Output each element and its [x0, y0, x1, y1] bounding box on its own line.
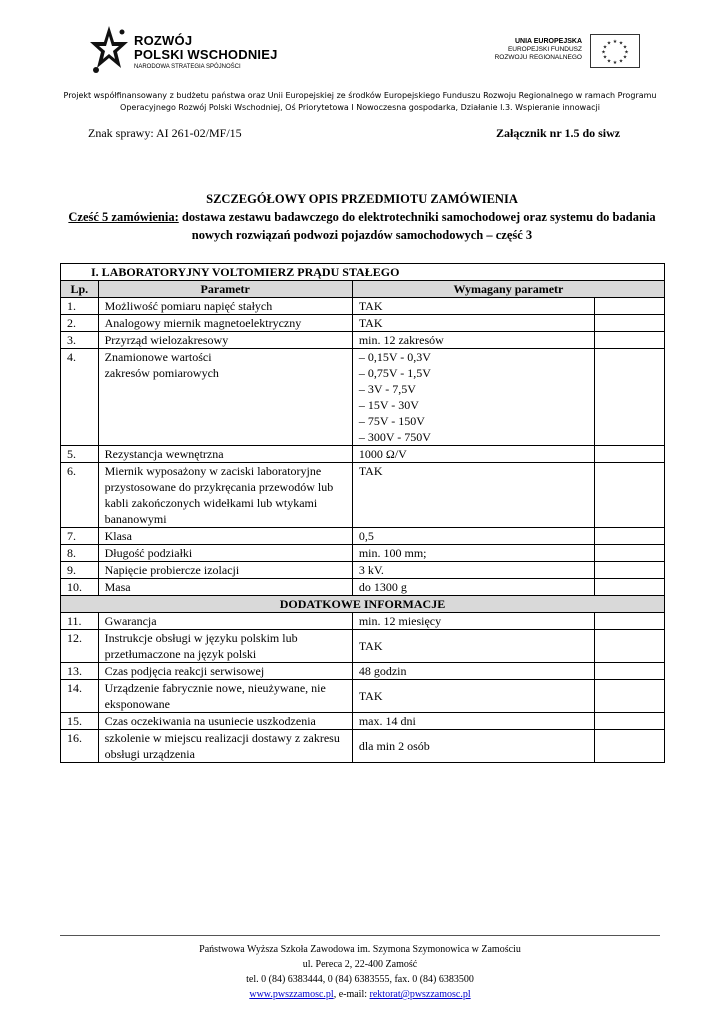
col-param-header: Parametr	[98, 281, 352, 298]
svg-text:★: ★	[612, 39, 618, 45]
row-value: 1000 Ω/V	[352, 446, 594, 463]
svg-text:★: ★	[606, 58, 612, 65]
row-value: TAK	[352, 298, 594, 315]
col-req-header: Wymagany parametr	[352, 281, 664, 298]
email-link[interactable]: rektorat@pwszzamosc.pl	[369, 989, 471, 1000]
row-lp: 10.	[61, 579, 99, 596]
eu-flag-icon	[590, 34, 640, 68]
section-title: I. LABORATORYJNY VOLTOMIERZ PRĄDU STAŁEGO	[61, 264, 665, 281]
svg-text:★: ★	[624, 49, 629, 56]
param-line: Znamionowe wartości	[104, 350, 212, 364]
row-empty-cell	[594, 315, 664, 332]
row-param: Możliwość pomiaru napięć stałych	[98, 298, 352, 315]
row-lp: 5.	[61, 446, 99, 463]
row-lp: 13.	[61, 663, 99, 680]
table-row	[61, 730, 665, 763]
case-number: Znak sprawy: AI 261-02/MF/15	[88, 126, 242, 140]
row-value: min. 100 mm;	[352, 545, 594, 562]
eu-logo-line-1: UNIA EUROPEJSKA	[514, 38, 582, 45]
row-value: 0,5	[352, 528, 594, 545]
row-lp: 8.	[61, 545, 99, 562]
footer-divider	[60, 935, 660, 936]
row-empty-cell	[594, 463, 664, 528]
col-lp-header: Lp.	[61, 281, 99, 298]
svg-text:★: ★	[622, 44, 628, 51]
section-row	[61, 264, 665, 281]
row-value: TAK	[352, 463, 594, 528]
table-row	[61, 680, 665, 713]
row-empty-cell	[594, 545, 664, 562]
header-row	[61, 281, 665, 298]
row-param: Rezystancja wewnętrzna	[98, 446, 352, 463]
extra-header-row	[61, 596, 665, 613]
svg-text:★: ★	[618, 58, 624, 65]
footer-phones: tel. 0 (84) 6383444, 0 (84) 6383555, fax. 0 (84) 6383500	[246, 974, 474, 985]
row-empty-cell	[594, 713, 664, 730]
range-item: – 75V - 150V	[358, 414, 425, 428]
table-row	[61, 315, 665, 332]
row-param: Miernik wyposażony w zaciski laboratoryjne przystosowane do przykręcania przewodów lub kabli zakończonych widełkami lub wtykami bananowymi	[98, 463, 352, 528]
row-value: dla min 2 osób	[352, 730, 594, 763]
table-row	[61, 579, 665, 596]
svg-text:★: ★	[602, 44, 608, 51]
footer	[60, 942, 660, 1002]
row-param: Gwarancja	[98, 613, 352, 630]
footer-contact	[60, 987, 660, 1002]
row-empty-cell	[594, 680, 664, 713]
eu-logo	[490, 34, 640, 70]
table-row	[61, 663, 665, 680]
row-param	[98, 349, 352, 446]
table-row	[61, 332, 665, 349]
row-empty-cell	[594, 332, 664, 349]
table-row	[61, 446, 665, 463]
logo-subtitle: NARODOWA STRATEGIA SPÓJNOŚCI	[134, 64, 241, 70]
specification-table	[60, 263, 665, 763]
range-item: – 0,15V - 0,3V	[358, 350, 431, 364]
row-param: Instrukcje obsługi w języku polskim lub przetłumaczone na język polski	[98, 630, 352, 663]
row-lp: 7.	[61, 528, 99, 545]
table-row	[61, 630, 665, 663]
row-lp: 4.	[61, 349, 99, 446]
row-lp: 6.	[61, 463, 99, 528]
svg-text:★: ★	[612, 60, 618, 66]
row-empty-cell	[594, 446, 664, 463]
row-param: szkolenie w miejscu realizacji dostawy z zakresu obsługi urządzenia	[98, 730, 352, 763]
row-empty-cell	[594, 630, 664, 663]
row-lp: 2.	[61, 315, 99, 332]
table-row	[61, 349, 665, 446]
row-lp: 15.	[61, 713, 99, 730]
row-value: TAK	[352, 680, 594, 713]
rozwoj-polski-wschodniej-logo	[88, 24, 288, 80]
row-value: 3 kV.	[352, 562, 594, 579]
row-value: do 1300 g	[352, 579, 594, 596]
row-empty-cell	[594, 528, 664, 545]
table-row	[61, 545, 665, 562]
range-item: – 0,75V - 1,5V	[358, 366, 431, 380]
range-item: – 300V - 750V	[358, 430, 431, 444]
table-row	[61, 713, 665, 730]
row-param: Urządzenie fabrycznie nowe, nieużywane, nie eksponowane	[98, 680, 352, 713]
table-row	[61, 562, 665, 579]
row-lp: 3.	[61, 332, 99, 349]
row-value: min. 12 miesięcy	[352, 613, 594, 630]
row-param: Klasa	[98, 528, 352, 545]
row-lp: 14.	[61, 680, 99, 713]
row-lp: 1.	[61, 298, 99, 315]
range-list	[352, 349, 594, 446]
svg-text:★: ★	[601, 49, 606, 56]
svg-text:★: ★	[618, 40, 624, 47]
row-param: Czas oczekiwania na usuniecie uszkodzenia	[98, 713, 352, 730]
svg-text:★: ★	[602, 54, 608, 61]
eu-logo-line-3: ROZWOJU REGIONALNEGO	[494, 54, 582, 61]
row-lp: 12.	[61, 630, 99, 663]
star-logo-icon	[88, 24, 130, 76]
table-row	[61, 298, 665, 315]
row-value: max. 14 dni	[352, 713, 594, 730]
row-value: min. 12 zakresów	[352, 332, 594, 349]
row-value: 48 godzin	[352, 663, 594, 680]
row-param: Długość podziałki	[98, 545, 352, 562]
table-row	[61, 528, 665, 545]
row-param: Przyrząd wielozakresowy	[98, 332, 352, 349]
row-value: TAK	[352, 630, 594, 663]
row-empty-cell	[594, 663, 664, 680]
row-empty-cell	[594, 562, 664, 579]
range-item: – 15V - 30V	[358, 398, 419, 412]
logo-line-1: ROZWÓJ	[134, 33, 193, 48]
row-param: Masa	[98, 579, 352, 596]
extra-info-header: DODATKOWE INFORMACJE	[61, 596, 665, 613]
part-label: Cześć 5 zamówienia:	[68, 210, 179, 224]
row-lp: 9.	[61, 562, 99, 579]
cofinancing-note: Projekt współfinansowany z budżetu państwa oraz Unii Europejskiej ze środków Europejskiego Funduszu Rozwoju Regionalnego w ramach Programu Operacyjnego Rozwój Polski Wschodniej, Oś Priorytetowa I Nowoczesna gospodarka, Działanie I.3. Wspieranie innowacji	[63, 91, 657, 112]
param-line: zakresów pomiarowych	[104, 366, 219, 380]
eu-logo-text	[495, 38, 582, 62]
row-param: Napięcie probiercze izolacji	[98, 562, 352, 579]
row-empty-cell	[594, 579, 664, 596]
row-param: Czas podjęcia reakcji serwisowej	[98, 663, 352, 680]
table-row	[61, 463, 665, 528]
row-param: Analogowy miernik magnetoelektryczny	[98, 315, 352, 332]
svg-text:★: ★	[606, 40, 612, 47]
part-text: dostawa zestawu badawczego do elektrotechniki samochodowej oraz systemu do badania nowych rozwiązań podwozi pojazdów samochodowych – część 3	[178, 210, 656, 242]
row-empty-cell	[594, 349, 664, 446]
footer-address: ul. Pereca 2, 22-400 Zamość	[302, 959, 418, 970]
logo-line-2: POLSKI WSCHODNIEJ	[134, 47, 278, 62]
svg-text:★: ★	[622, 54, 628, 61]
document-title	[60, 190, 664, 244]
row-empty-cell	[594, 613, 664, 630]
attachment-label: Załącznik nr 1.5 do siwz	[496, 126, 621, 140]
title-line: SZCZEGÓŁOWY OPIS PRZEDMIOTU ZAMÓWIENIA	[206, 192, 518, 206]
row-lp: 16.	[61, 730, 99, 763]
title-part	[60, 208, 664, 244]
row-lp: 11.	[61, 613, 99, 630]
footer-institution: Państwowa Wyższa Szkoła Zawodowa im. Szymona Szymonowica w Zamościu	[199, 944, 521, 955]
table-row	[61, 613, 665, 630]
email-label: , e-mail:	[333, 989, 370, 1000]
eu-logo-line-2: EUROPEJSKI FUNDUSZ	[507, 46, 582, 53]
website-link[interactable]: www.pwszzamosc.pl	[249, 989, 334, 1000]
row-empty-cell	[594, 730, 664, 763]
range-item: – 3V - 7,5V	[358, 382, 416, 396]
row-value: TAK	[352, 315, 594, 332]
row-empty-cell	[594, 298, 664, 315]
